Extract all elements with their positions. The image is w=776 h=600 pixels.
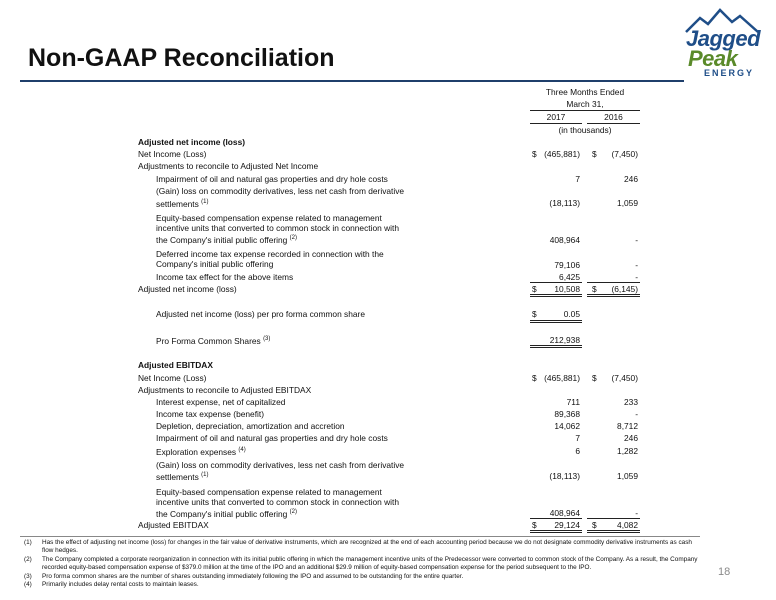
row-label: Adjusted net income (loss) per pro forma common share bbox=[156, 309, 365, 319]
company-logo bbox=[678, 6, 770, 80]
value-2017: 6,425 bbox=[559, 272, 580, 282]
currency-symbol: $ bbox=[532, 373, 537, 383]
row-label: incentive units that converted to common stock in connection with bbox=[156, 497, 400, 507]
currency-symbol: $ bbox=[592, 284, 597, 294]
header-units: (in thousands) bbox=[558, 125, 612, 135]
footnote-number: (3) bbox=[24, 573, 32, 580]
header-rule bbox=[530, 110, 640, 111]
row-label: Adjustments to reconcile to Adjusted Net Income bbox=[138, 161, 319, 171]
row-label: Depletion, depreciation, amortization and accretion bbox=[156, 421, 345, 431]
page-number: 18 bbox=[718, 566, 731, 578]
currency-symbol: $ bbox=[532, 520, 537, 530]
header-col-2016: 2016 bbox=[604, 112, 623, 122]
logo-text-energy: ENERGY bbox=[704, 68, 755, 78]
value-2016: - bbox=[635, 235, 638, 245]
row-label: Income tax effect for the above items bbox=[156, 272, 294, 282]
row-label: Net Income (Loss) bbox=[138, 373, 207, 383]
value-2016: - bbox=[635, 508, 638, 518]
value-2016: - bbox=[635, 272, 638, 282]
footnote-divider bbox=[20, 536, 700, 537]
section2-heading: Adjusted EBITDAX bbox=[138, 360, 213, 370]
footnote-number: (1) bbox=[24, 539, 32, 546]
value-2017: 7 bbox=[575, 174, 580, 184]
value-2017: 10,508 bbox=[554, 284, 580, 294]
header-col-2017: 2017 bbox=[546, 112, 566, 122]
row-label: Adjusted net income (loss) bbox=[138, 284, 237, 294]
section1-heading: Adjusted net income (loss) bbox=[138, 137, 246, 147]
row-label: (Gain) loss on commodity derivatives, less net cash from derivative bbox=[156, 186, 405, 196]
footnote-text: The Company completed a corporate reorganization in connection with its initial public offering in which the management incentive units of the Predecessor were converted to common stock of the Company. As a result, the Company recorded equity-based compensation expense of $379.0 million at the time of the IPO and an additional $29.9 million of equity-based compensation expense for the period subsequent to the IPO. bbox=[42, 556, 698, 571]
header-date: March 31, bbox=[566, 99, 604, 109]
total-double-rule bbox=[587, 294, 640, 297]
row-label: Deferred income tax expense recorded in connection with the bbox=[156, 249, 384, 259]
value-2016: 1,282 bbox=[617, 446, 638, 456]
subtotal-rule bbox=[530, 518, 582, 519]
row-label: Impairment of oil and natural gas properties and dry hole costs bbox=[156, 433, 388, 443]
total-double-rule bbox=[530, 345, 582, 348]
subtotal-rule bbox=[587, 282, 640, 283]
row-label: Income tax expense (benefit) bbox=[156, 409, 265, 419]
currency-symbol: $ bbox=[592, 149, 597, 159]
value-2016: 246 bbox=[624, 174, 638, 184]
value-2017: (465,881) bbox=[544, 149, 580, 159]
row-label: the Company's initial public offering $^{(2)}$ bbox=[156, 508, 298, 519]
value-2016: - bbox=[635, 260, 638, 270]
row-label: Interest expense, net of capitalized bbox=[156, 397, 286, 407]
footnote-text: Has the effect of adjusting net income (loss) for changes in the fair value of derivative instruments, which are recognized at the end of each accounting period because we do not designate commodity derivative instruments as cash flow hedges. bbox=[42, 539, 692, 554]
header-col-rule bbox=[530, 123, 582, 124]
row-label: Net Income (Loss) bbox=[138, 149, 207, 159]
page-title: Non-GAAP Reconciliation bbox=[28, 44, 335, 72]
value-2017: (18,113) bbox=[549, 471, 580, 481]
row-label: incentive units that converted to common stock in connection with bbox=[156, 223, 400, 233]
row-label: Equity-based compensation expense related to management bbox=[156, 213, 382, 223]
row-label: Adjusted EBITDAX bbox=[138, 520, 209, 530]
value-2017: 408,964 bbox=[549, 235, 580, 245]
row-label: Exploration expenses $^{(4)}$ bbox=[156, 446, 246, 457]
value-2016: (7,450) bbox=[611, 373, 638, 383]
total-double-rule bbox=[587, 530, 640, 533]
currency-symbol: $ bbox=[532, 284, 537, 294]
footnote-number: (4) bbox=[24, 581, 32, 588]
footnote-number: (2) bbox=[24, 556, 32, 563]
currency-symbol: $ bbox=[592, 373, 597, 383]
row-label: Adjustments to reconcile to Adjusted EBITDAX bbox=[138, 385, 312, 395]
value-2017: 89,368 bbox=[554, 409, 580, 419]
footnote-text: Primarily includes delay rental costs to maintain leases. bbox=[42, 581, 199, 588]
row-label: Pro Forma Common Shares $^{(3)}$ bbox=[156, 335, 271, 346]
value-2017: 7 bbox=[575, 433, 580, 443]
value-2017: 29,124 bbox=[554, 520, 580, 530]
row-label: (Gain) loss on commodity derivatives, less net cash from derivative bbox=[156, 460, 405, 470]
footnote-text: Pro forma common shares are the number of shares outstanding immediately following the IPO and assumed to be outstanding for the entire quarter. bbox=[42, 573, 464, 580]
value-2017: 711 bbox=[566, 397, 580, 407]
total-double-rule bbox=[530, 294, 582, 297]
value-2016: - bbox=[635, 409, 638, 419]
value-2016: 4,082 bbox=[617, 520, 638, 530]
total-double-rule bbox=[530, 320, 582, 323]
row-label: Company's initial public offering bbox=[156, 259, 274, 269]
subtotal-rule bbox=[530, 282, 582, 283]
title-rule bbox=[20, 80, 684, 82]
currency-symbol: $ bbox=[532, 309, 537, 319]
subtotal-rule bbox=[587, 518, 640, 519]
value-2016: 1,059 bbox=[617, 198, 638, 208]
header-col-rule bbox=[587, 123, 640, 124]
total-double-rule bbox=[530, 530, 582, 533]
value-2017: 14,062 bbox=[554, 421, 580, 431]
row-label: the Company's initial public offering $^{(2)}$ bbox=[156, 234, 298, 245]
value-2016: 233 bbox=[624, 397, 638, 407]
value-2017: 79,106 bbox=[554, 260, 580, 270]
value-2016: (6,145) bbox=[611, 284, 638, 294]
value-2017: (18,113) bbox=[549, 198, 580, 208]
header-period: Three Months Ended bbox=[545, 87, 625, 97]
value-2017: 408,964 bbox=[549, 508, 580, 518]
row-label: settlements $^{(1)}$ bbox=[156, 198, 209, 209]
currency-symbol: $ bbox=[532, 149, 537, 159]
logo-text-jagged: Jagged bbox=[686, 26, 761, 51]
value-2017: 212,938 bbox=[549, 335, 580, 345]
currency-symbol: $ bbox=[592, 520, 597, 530]
value-2017: (465,881) bbox=[544, 373, 580, 383]
value-2017: 6 bbox=[575, 446, 580, 456]
row-label: settlements $^{(1)}$ bbox=[156, 471, 209, 482]
row-label: Impairment of oil and natural gas properties and dry hole costs bbox=[156, 174, 388, 184]
value-2016: 246 bbox=[624, 433, 638, 443]
value-2016: 8,712 bbox=[617, 421, 638, 431]
value-2016: 1,059 bbox=[617, 471, 638, 481]
value-2016: (7,450) bbox=[611, 149, 638, 159]
row-label: Equity-based compensation expense related to management bbox=[156, 487, 382, 497]
value-2017: 0.05 bbox=[563, 309, 580, 319]
logo-text-peak: Peak bbox=[688, 46, 738, 71]
